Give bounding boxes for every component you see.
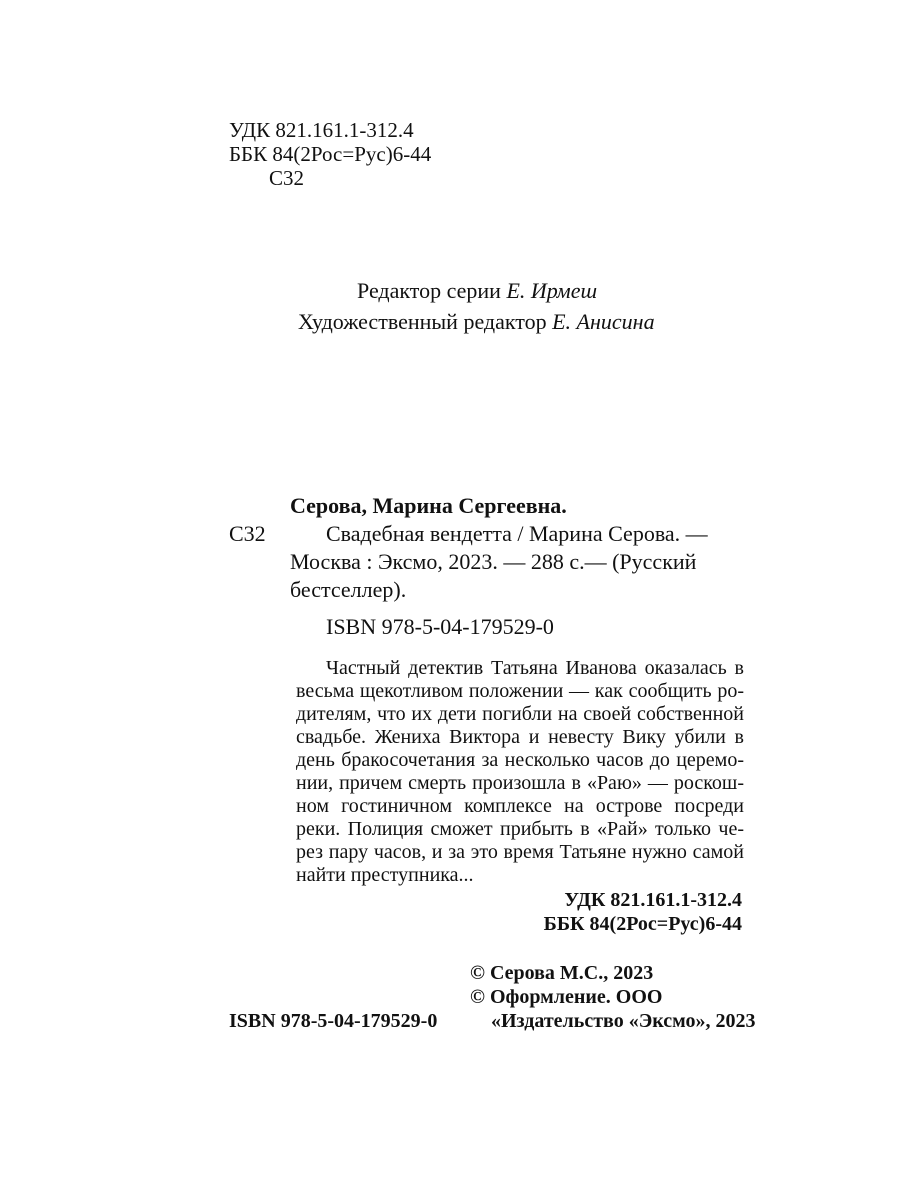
footer-udk-code: УДК 821.161.1-312.4	[564, 889, 742, 911]
record-line: Свадебная вендетта / Марина Серова. —	[326, 521, 708, 546]
footer-bbk-code: ББК 84(2Рос=Рус)6-44	[543, 913, 742, 935]
annotation-line: реки. Полиция сможет прибыть в «Рай» только че-	[296, 818, 744, 840]
annotation-line: день бракосочетания за несколько часов до церемо-	[296, 749, 744, 771]
copyright-author: © Серова М.С., 2023	[470, 962, 654, 984]
annotation-line: весьма щекотливом положении — как сообщить ро-	[296, 680, 744, 702]
annotation-line: нии, причем смерть произошла в «Раю» — роскош-	[296, 772, 744, 794]
series-editor-label: Редактор серии	[357, 278, 501, 303]
series-editor-line	[357, 279, 597, 303]
copyright-design: © Оформление. ООО	[470, 986, 663, 1008]
series-editor-name: Е. Ирмеш	[506, 278, 598, 303]
record-line: Москва : Эксмо, 2023. — 288 с.— (Русский	[290, 549, 697, 574]
annotation-line: рез пару часов, и за это время Татьяне нужно самой	[296, 841, 744, 863]
annotation-line: дителям, что их дети погибли на своей собственной	[296, 703, 744, 725]
footer-isbn: ISBN 978-5-04-179529-0	[229, 1010, 438, 1032]
art-editor-line	[298, 310, 655, 334]
author-mark: С32	[269, 166, 305, 190]
annotation-line: ном гостиничном комплексе на острове посреди	[296, 795, 744, 817]
annotation	[296, 656, 744, 896]
bbk-code: ББК 84(2Рос=Рус)6-44	[229, 142, 432, 166]
art-editor-name: Е. Анисина	[552, 309, 655, 334]
record-isbn: ISBN 978-5-04-179529-0	[326, 614, 554, 639]
record-line: бестселлер).	[290, 577, 407, 602]
annotation-line: свадьбе. Жениха Виктора и невесту Вику убили в	[296, 726, 744, 748]
art-editor-label: Художественный редактор	[298, 309, 547, 334]
annotation-line: Частный детектив Татьяна Иванова оказалась в	[326, 657, 744, 679]
copyright-publisher: «Издательство «Эксмо», 2023	[491, 1010, 756, 1032]
annotation-line: найти преступника...	[296, 864, 474, 886]
udk-code: УДК 821.161.1-312.4	[229, 118, 414, 142]
record-author-mark: С32	[229, 521, 266, 546]
author-heading: Серова, Марина Сергеевна.	[290, 493, 567, 518]
